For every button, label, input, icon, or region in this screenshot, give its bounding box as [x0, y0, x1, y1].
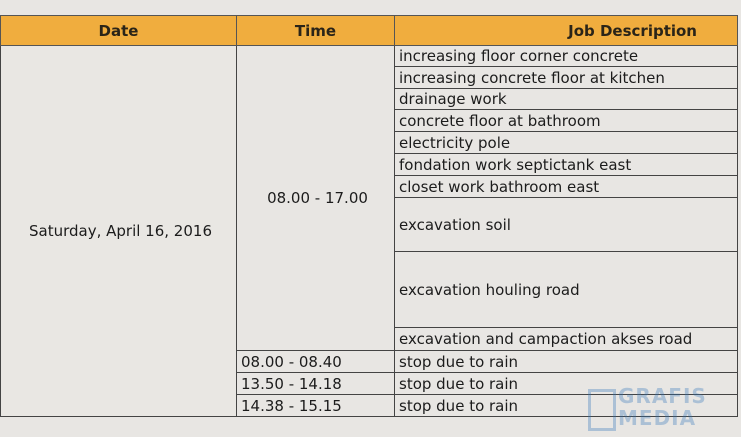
- rain-desc-cell: stop due to rain: [395, 395, 738, 417]
- job-description-header: Job Description: [395, 16, 738, 46]
- date-cell: Saturday, April 16, 2016: [1, 46, 237, 417]
- job-cell: closet work bathroom east: [395, 176, 738, 198]
- watermark-square-icon: [588, 389, 616, 431]
- job-cell: concrete floor at bathroom: [395, 110, 738, 132]
- job-cell: excavation and campaction akses road: [395, 328, 738, 351]
- rain-time-cell: 08.00 - 08.40: [237, 351, 395, 373]
- watermark-logo: [588, 383, 738, 433]
- rain-time-cell: 14.38 - 15.15: [237, 395, 395, 417]
- rain-time-cell: 13.50 - 14.18: [237, 373, 395, 395]
- time-header: Time: [237, 16, 395, 46]
- rain-desc-cell: stop due to rain: [395, 373, 738, 395]
- job-cell: electricity pole: [395, 132, 738, 154]
- main-time-cell: 08.00 - 17.00: [237, 46, 395, 351]
- watermark-line1: GRAFIS: [618, 384, 707, 408]
- date-header: Date: [1, 16, 237, 46]
- watermark-line2: MEDIA: [618, 406, 697, 430]
- job-cell: drainage work: [395, 89, 738, 110]
- job-cell: fondation work septictank east: [395, 154, 738, 176]
- rain-desc-cell: stop due to rain: [395, 351, 738, 373]
- job-cell: excavation soil: [395, 198, 738, 252]
- job-cell: excavation houling road: [395, 252, 738, 328]
- work-log-table: [0, 15, 738, 417]
- job-cell: increasing concrete floor at kitchen: [395, 67, 738, 89]
- job-cell: increasing floor corner concrete: [395, 46, 738, 67]
- header-row: [1, 16, 738, 46]
- table-row: [1, 46, 738, 67]
